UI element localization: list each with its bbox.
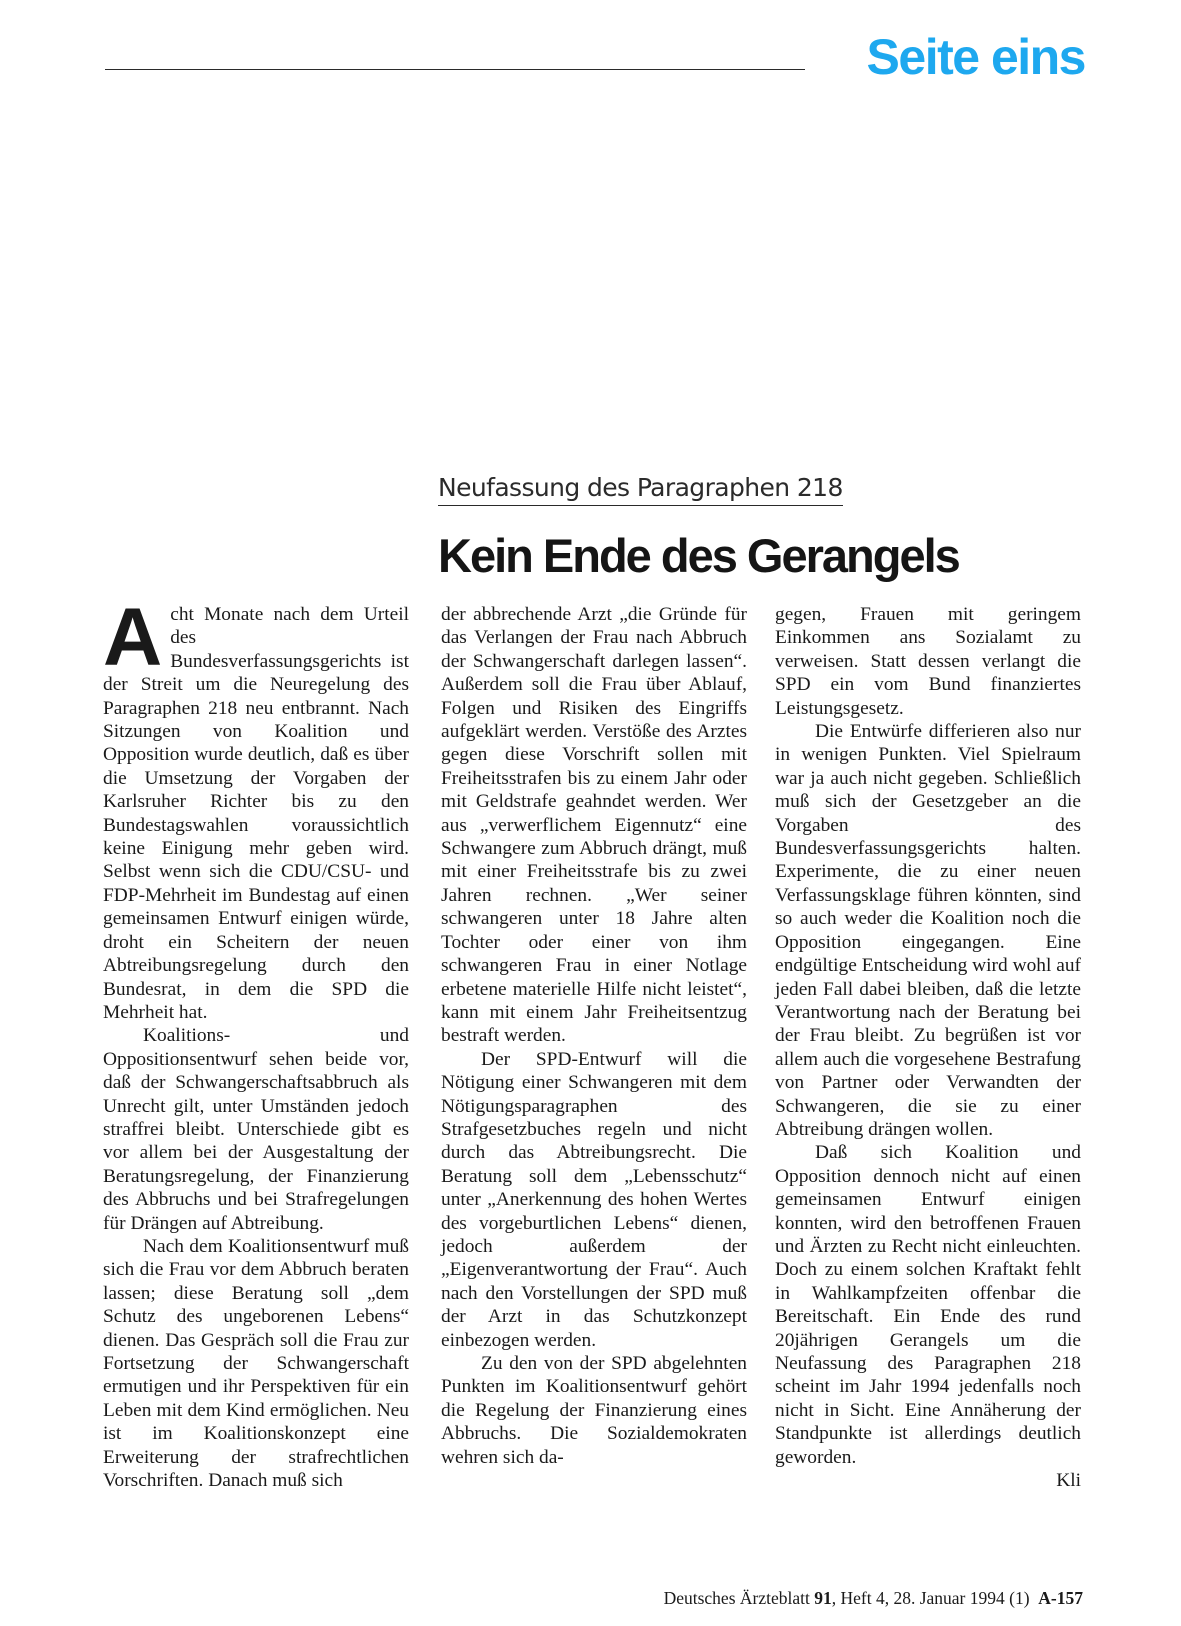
footer-issue-date: , Heft 4, 28. Januar 1994 (1): [831, 1588, 1030, 1608]
article-paragraph: Zu den von der SPD abgelehnten Punkten im Koalitionsentwurf gehört die Regelung der Finanzierung eines Abbruchs. Die Sozialdemokraten wehren sich da-: [441, 1353, 747, 1468]
article-kicker: Neufassung des Paragraphen 218: [438, 474, 843, 506]
article-paragraph: Die Entwürfe differieren also nur in wenigen Punkten. Viel Spielraum war ja auch nicht gegeben. Schließlich muß sich der Gesetzgeber an die Vorgaben des Bundesverfassungsgerichts halten. Experimente, die zu einer neuen Verfassungsklage führen könnten, sind so auch weder die Koalition noch die Opposition eingegangen. Eine endgültige Entscheidung wird wohl auf jeden Fall dabei bleiben, daß die letzte Verantwortung nach der Beratung bei der Frau bleibt. Zu begrüßen ist vor allem auch die vorgesehene Bestrafung von Partner oder Verwandten der Schwangeren, die sie zu einer Abtreibung drängen wollen.: [775, 721, 1081, 1140]
paragraph-text: cht Monate nach dem Urteil des Bundesverfassungsgerichts ist der Streit um die Neuregelung des Paragraphen 218 neu entbrannt. Nach Sitzungen von Koalition und Opposition wurde deutlich, daß es über die Umsetzung der Vorgaben der Karlsruher Richter bis zu den Bundestagswahlen voraussichtlich keine Einigung mehr geben wird. Selbst wenn sich die CDU/CSU- und FDP-Mehrheit im Bundestag auf einen gemeinsamen Entwurf einigen würde, droht ein Scheitern der neuen Abtreibungsregelung durch den Bundesrat, in dem die SPD die Mehrheit hat.: [103, 604, 409, 1023]
article-column-3: [775, 603, 1081, 1492]
footer-volume: 91: [814, 1588, 832, 1608]
article-paragraph: Der SPD-Entwurf will die Nötigung einer Schwangeren mit dem Nötigungsparagraphen des Strafgesetzbuches regeln und nicht durch das Abtreibungsrecht. Die Beratung soll dem „Lebensschutz“ unter „Anerkennung des hohen Wertes des vorgeburtlichen Lebens“ dienen, jedoch außerdem der „Eigenverantwortung der Frau“. Auch nach den Vorstellungen der SPD muß der Arzt in das Schutzkonzept einbezogen werden.: [441, 1048, 747, 1351]
article-headline: Kein Ende des Gerangels: [438, 529, 959, 582]
footer-page-number: A-157: [1038, 1588, 1083, 1608]
article-paragraph: Koalitions- und Oppositionsentwurf sehen beide vor, daß der Schwangerschaftsabbruch als Unrecht gilt, unter Umständen jedoch straffrei bleibt. Unterschiede gibt es vor allem bei der Ausgestaltung der Beratungsregelung, der Finanzierung des Abbruchs und bei Strafregelungen für Drängen auf Abtreibung.: [103, 1025, 409, 1234]
footer-journal: Deutsches Ärzteblatt: [663, 1588, 810, 1608]
author-initials: Kli: [1056, 1470, 1081, 1492]
article-paragraph: [103, 592, 409, 1024]
article-paragraph: Nach dem Koalitionsentwurf muß sich die Frau vor dem Abbruch beraten lassen; diese Beratung soll „dem Schutz des ungeborenen Lebens“ dienen. Das Gespräch soll die Frau zur Fortsetzung der Schwangerschaft ermutigen und ihr Perspektiven für ein Leben mit dem Kind ermöglichen. Neu ist im Koalitionskonzept eine Erweiterung der strafrechtlichen Vorschriften. Danach muß sich: [103, 1235, 409, 1492]
page-footer: [664, 1588, 1083, 1609]
article-column-2: [441, 603, 747, 1469]
dropcap: A: [103, 592, 163, 683]
section-label: Seite eins: [866, 29, 1085, 85]
article-paragraph: der abbrechende Arzt „die Gründe für das Verlangen der Frau nach Abbruch der Schwangerschaft darlegen lassen“. Außerdem soll die Frau über Ablauf, Folgen und Risiken des Eingriffs aufgeklärt werden. Verstöße des Arztes gegen diese Vorschrift sollen mit Freiheitsstrafen bis zu einem Jahr oder mit Geldstrafe geahndet werden. Wer aus „verwerflichem Eigennutz“ eine Schwangere zum Abbruch drängt, muß mit einer Freiheitsstrafe bis zu zwei Jahren rechnen. „Wer seiner schwangeren unter 18 Jahre alten Tochter oder einer von ihm schwangeren Frau in einer Notlage erbetene materielle Hilfe nicht leistet“, kann mit einem Jahr Freiheitsentzug bestraft werden.: [441, 604, 747, 1047]
article-column-1: [103, 592, 409, 1492]
article-paragraph: Daß sich Koalition und Opposition dennoch nicht auf einen gemeinsamen Entwurf einigen konnten, wird den betroffenen Frauen und Ärzten zu Recht nicht einleuchten. Doch zu einem solchen Kraftakt fehlt in Wahlkampfzeiten offenbar die Bereitschaft. Ein Ende des rund 20jährigen Gerangels um die Neufassung des Paragraphen 218 scheint im Jahr 1994 jedenfalls noch nicht in Sicht. Eine Annäherung der Standpunkte ist allerdings deutlich geworden.: [775, 1142, 1081, 1468]
header-rule: [105, 69, 805, 70]
article-paragraph: gegen, Frauen mit geringem Einkommen ans Sozialamt zu verweisen. Statt dessen verlangt die SPD ein vom Bund finanziertes Leistungsgesetz.: [775, 604, 1081, 719]
